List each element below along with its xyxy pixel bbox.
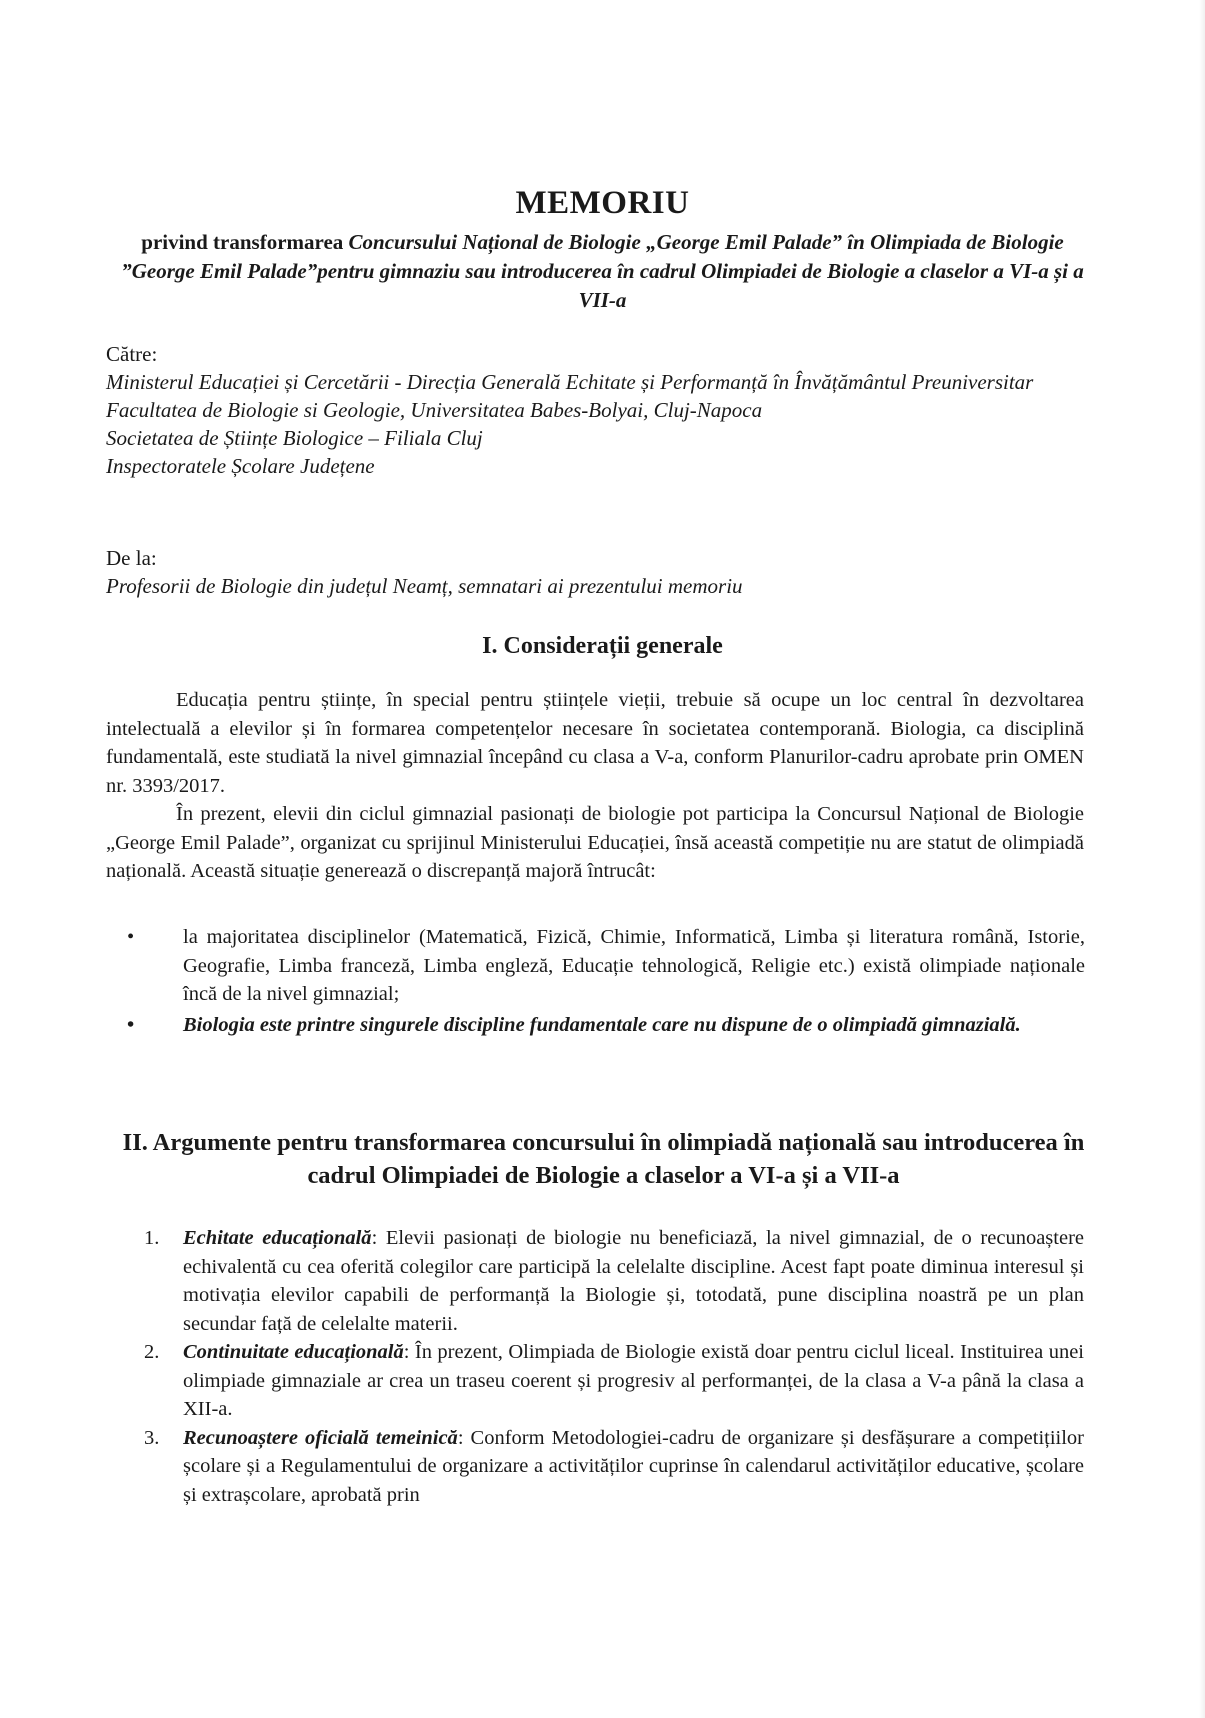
scan-edge-shadow [1199,0,1205,1718]
recipient-line: Societatea de Științe Biologice – Filiala Cluj [106,426,483,450]
bullet-text: Biologia este printre singurele discipline fundamentale care nu dispune de o olimpiadă gimnazială. [183,1013,1021,1036]
subtitle-italic: Concursului Național de Biologie „George Emil Palade” în Olimpiada de Biologie ”George Emil Palade”pentru gimnaziu sau introducerea în cadrul Olimpiadei de Biologie a claselor a VI-a și a VII-a [121,230,1084,312]
item-text: : Conform Metodologiei-cadru de organizare și desfășurare a competițiilor școlare și a Regulamentului de organizare a activităților cuprinse în calendarul activităților educative, școlare și extrașcolare, aprobată prin [183,1426,1084,1506]
item-lead: Recunoaștere oficială temeinică [183,1426,458,1449]
item-number: 1. [144,1227,160,1249]
section-1-bullet-list [127,923,1085,1041]
recipients-label: Către: [106,342,158,366]
bullet-text: la majoritatea disciplinelor (Matematică, Fizică, Chimie, Informatică, Limba și literatura română, Istorie, Geografie, Limba franceză, Limba engleză, Educație tehnologică, Religie etc.) există olimpiade naționale încă de la nivel gimnazial; [183,926,1085,1005]
section-1-paragraph: În prezent, elevii din ciclul gimnazial pasionați de biologie pot participa la Concursul Național de Biologie „George Emil Palade”, organizat cu sprijinul Ministerului Educației, însă această competiție nu are statut de olimpiadă națională. Această situație generează o discrepanță majoră întrucât: [106,803,1084,882]
subtitle-lead: privind transformarea [141,230,349,254]
item-text: : Elevii pasionați de biologie nu beneficiază, la nivel gimnazial, de o recunoaștere echivalentă cu cea oferită colegilor care participă la celelalte discipline. Acest fapt poate diminua interesul și motivația elevilor capabili de performanță la Biologie și, totodată, pune disciplina noastră pe un plan secundar față de celelalte materii. [183,1227,1084,1335]
document-subtitle [115,228,1090,315]
item-lead: Continuitate educațională [183,1341,404,1363]
item-text: : În prezent, Olimpiada de Biologie există doar pentru ciclul liceal. Instituirea unei olimpiade gimnaziale ar crea un traseu coerent și progresiv al performanței, de la clasa a V-a până la clasa a XII-a. [183,1341,1084,1420]
bullet-item [127,1011,1085,1040]
section-2-heading: II. Argumente pentru transformarea concursului în olimpiadă națională sau introducerea în cadrul Olimpiadei de Biologie a claselor a VI-a și a VII-a [122,1129,1085,1189]
item-number: 3. [144,1426,160,1449]
section-1-paragraph: Educația pentru științe, în special pentru științele vieții, trebuie să ocupe un loc central în dezvoltarea intelectuală a elevilor și în formarea competențelor necesare în societatea contemporană. Biologia, ca disciplină fundamentală, este studiată la nivel gimnazial începând cu clasa a V-a, conform Planurilor-cadru aprobate prin OMEN nr. 3393/2017. [106,689,1084,797]
argument-item [128,1424,1084,1510]
section-1-heading: I. Considerații generale [482,633,723,659]
bullet-item [127,923,1085,1009]
recipients-block [106,340,1096,480]
section-2-numbered-list [128,1224,1084,1509]
recipient-line: Inspectoratele Școlare Județene [106,454,375,478]
argument-item [128,1224,1084,1338]
argument-item [128,1338,1084,1424]
item-number: 2. [144,1341,160,1363]
sender-text: Profesorii de Biologie din județul Neamț, semnatari ai prezentului memoriu [106,574,743,598]
item-lead: Echitate educațională [183,1227,372,1249]
sender-label: De la: [106,546,157,570]
recipient-line: Ministerul Educației și Cercetării - Direcția Generală Echitate și Performanță în Învățământul Preuniversitar [106,370,1034,394]
sender-block [106,544,1096,600]
document-title: MEMORIU [515,185,690,221]
bullet-icon: • [127,1013,135,1036]
recipient-line: Facultatea de Biologie si Geologie, Universitatea Babes-Bolyai, Cluj-Napoca [106,398,763,422]
bullet-icon: • [127,926,135,948]
